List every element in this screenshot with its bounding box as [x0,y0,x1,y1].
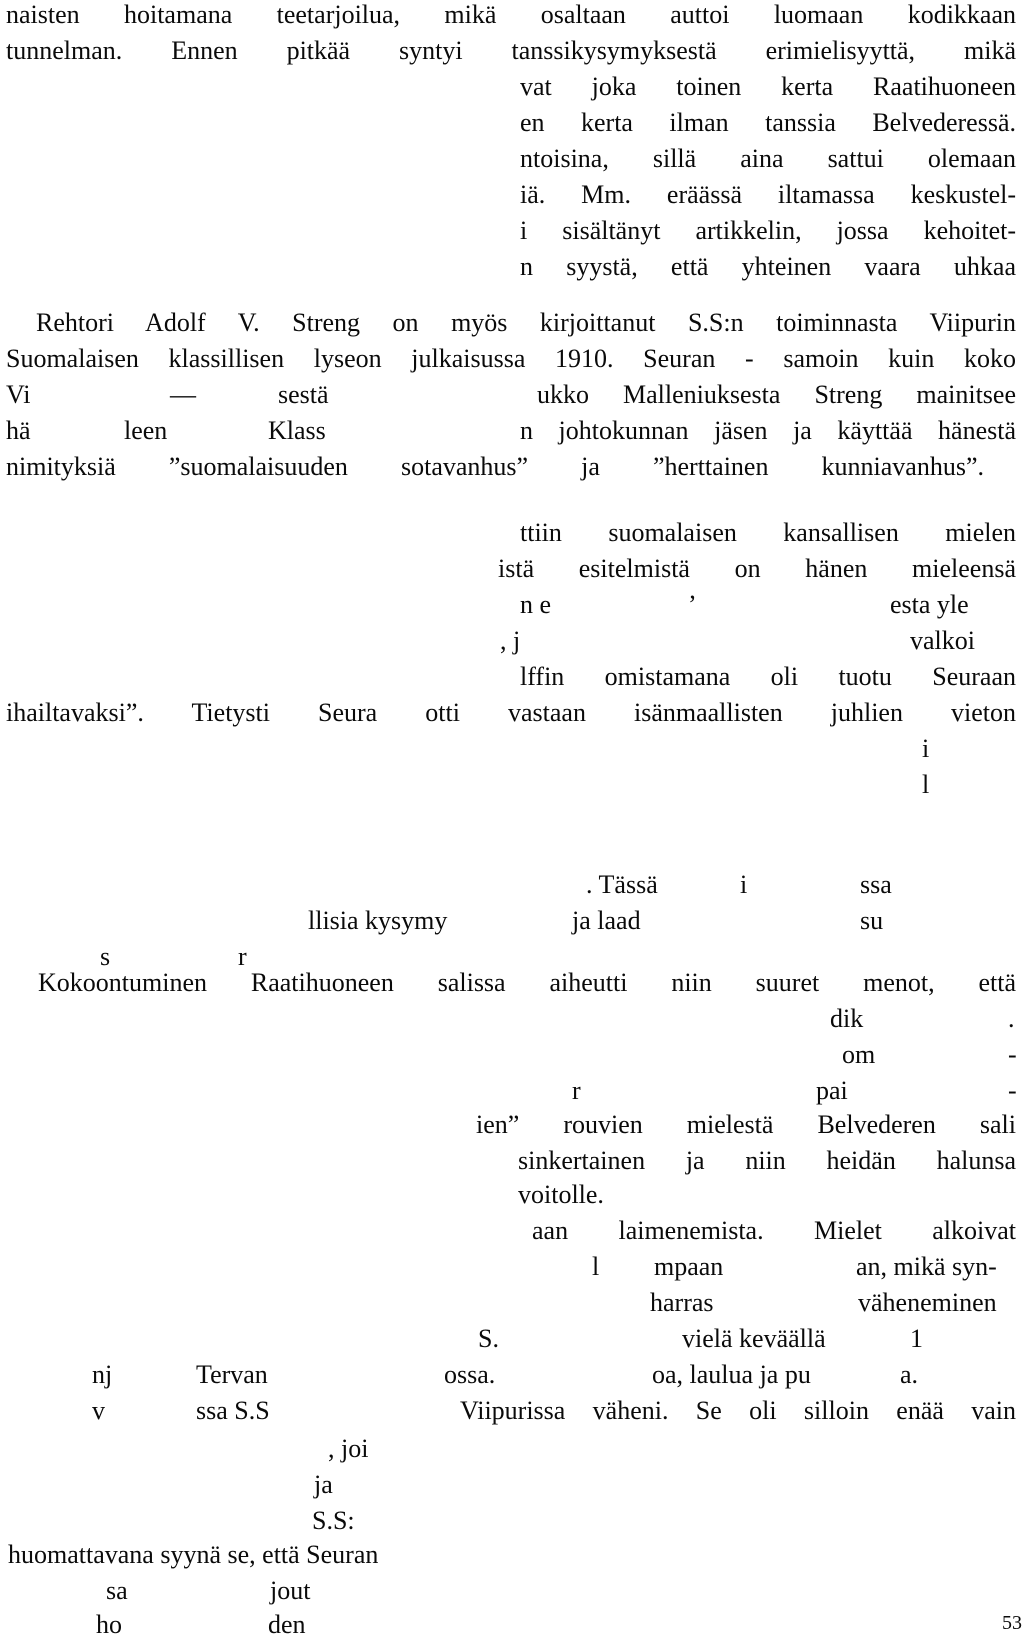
text-fragment: harras [650,1288,714,1317]
text-line: lffin omistamana oli tuotu Seuraan [520,662,1016,691]
text-line: iä. Mm. eräässä iltamassa keskustel- [520,180,1016,209]
text-fragment: mpaan [654,1252,724,1281]
text-line: ttiin suomalaisen kansallisen mielen [520,518,1016,547]
text-fragment: - [1008,1040,1017,1069]
page-number: 53 [1002,1612,1022,1634]
text-fragment: esta yle [890,590,969,619]
text-line: tunnelman. Ennen pitkää syntyi tanssikysymyksestä erimielisyyttä, mikä [6,36,1016,65]
text-line: i sisältänyt artikkelin, jossa kehoitet- [520,216,1016,245]
text-fragment: ja [314,1470,333,1499]
text-fragment: den [268,1610,306,1639]
text-line: Kokoontuminen Raatihuoneen salissa aiheutti niin suuret menot, että [38,968,1016,997]
text-line: nimityksiä ”suomalaisuuden sotavanhus” ja ”herttainen kunniavanhus”. [6,452,984,481]
text-fragment: an, mikä syn- [856,1252,997,1281]
text-line: ukko Malleniuksesta Streng mainitsee [537,380,1016,409]
text-fragment: , joi [328,1434,369,1463]
text-fragment: i [922,734,930,763]
text-fragment: Vi [6,380,31,409]
text-fragment: r [572,1076,581,1105]
text-fragment: ho [96,1610,122,1639]
text-line: vat joka toinen kerta Raatihuoneen [520,72,1016,101]
text-fragment: n e [520,590,552,619]
text-fragment: v [92,1396,105,1425]
text-fragment: Tervan [196,1360,268,1389]
text-fragment: . [1008,1004,1015,1033]
text-line: huomattavana syynä se, että Seuran [8,1540,379,1569]
text-line: n syystä, että yhteinen vaara uhkaa [520,252,1016,281]
text-fragment: ja laad [572,906,641,935]
text-fragment: i [740,870,748,899]
text-fragment: leen [124,416,168,445]
text-fragment: vielä keväällä [682,1324,826,1353]
text-line: n johtokunnan jäsen ja käyttää hänestä [520,416,1016,445]
text-fragment: r [238,942,247,971]
text-fragment: sestä [278,380,329,409]
text-fragment: l [592,1252,600,1281]
text-fragment: ssa [860,870,892,899]
text-line: istä esitelmistä on hänen mieleensä [498,554,1016,583]
text-line: en kerta ilman tanssia Belvederessä. [520,108,1016,137]
text-fragment: a. [900,1360,919,1389]
text-fragment: dik [830,1004,864,1033]
text-line: Rehtori Adolf V. Streng on myös kirjoittanut S.S:n toiminnasta Viipurin [36,308,1016,337]
text-fragment: oa, laulua ja pu [652,1360,811,1389]
text-fragment: valkoi [910,626,975,655]
text-line: naisten hoitamana teetarjoilua, mikä osaltaan auttoi luomaan kodikkaan [6,0,1016,29]
text-fragment: 1 [910,1324,923,1353]
text-fragment: su [860,906,884,935]
text-line: ihailtavaksi”. Tietysti Seura otti vastaan isänmaallisten juhlien vieton [6,698,1016,727]
text-line: sinkertainen ja niin heidän halunsa [518,1146,1016,1175]
text-fragment: . Tässä [586,870,658,899]
text-fragment: sa [106,1576,128,1605]
text-fragment: - [1008,1076,1017,1105]
text-fragment: — [170,380,196,409]
text-line: Suomalaisen klassillisen lyseon julkaisussa 1910. Seuran - samoin kuin koko [6,344,1016,373]
text-fragment: om [842,1040,876,1069]
text-line: ien” rouvien mielestä Belvederen sali [476,1110,1016,1139]
text-fragment: S.S: [312,1506,355,1535]
text-fragment: jout [270,1576,311,1605]
text-fragment: voitolle. [518,1180,604,1209]
text-fragment: l [922,770,930,799]
text-fragment: väheneminen [858,1288,997,1317]
text-fragment: , j [500,626,521,655]
text-line: Viipurissa väheni. Se oli silloin enää vain [460,1396,1016,1425]
text-fragment: S. [478,1324,499,1353]
text-fragment: nj [92,1360,113,1389]
text-fragment: llisia kysymy [308,906,448,935]
text-fragment: ssa S.S [196,1396,270,1425]
text-fragment: s [100,942,111,971]
text-line: aan laimenemista. Mielet alkoivat [532,1216,1016,1245]
text-line: ntoisina, sillä aina sattui olemaan [520,144,1016,173]
text-fragment: hä [6,416,31,445]
text-fragment: pai [816,1076,848,1105]
text-fragment: ’ [688,590,697,619]
text-fragment: Klass [268,416,326,445]
text-fragment: ossa. [444,1360,496,1389]
